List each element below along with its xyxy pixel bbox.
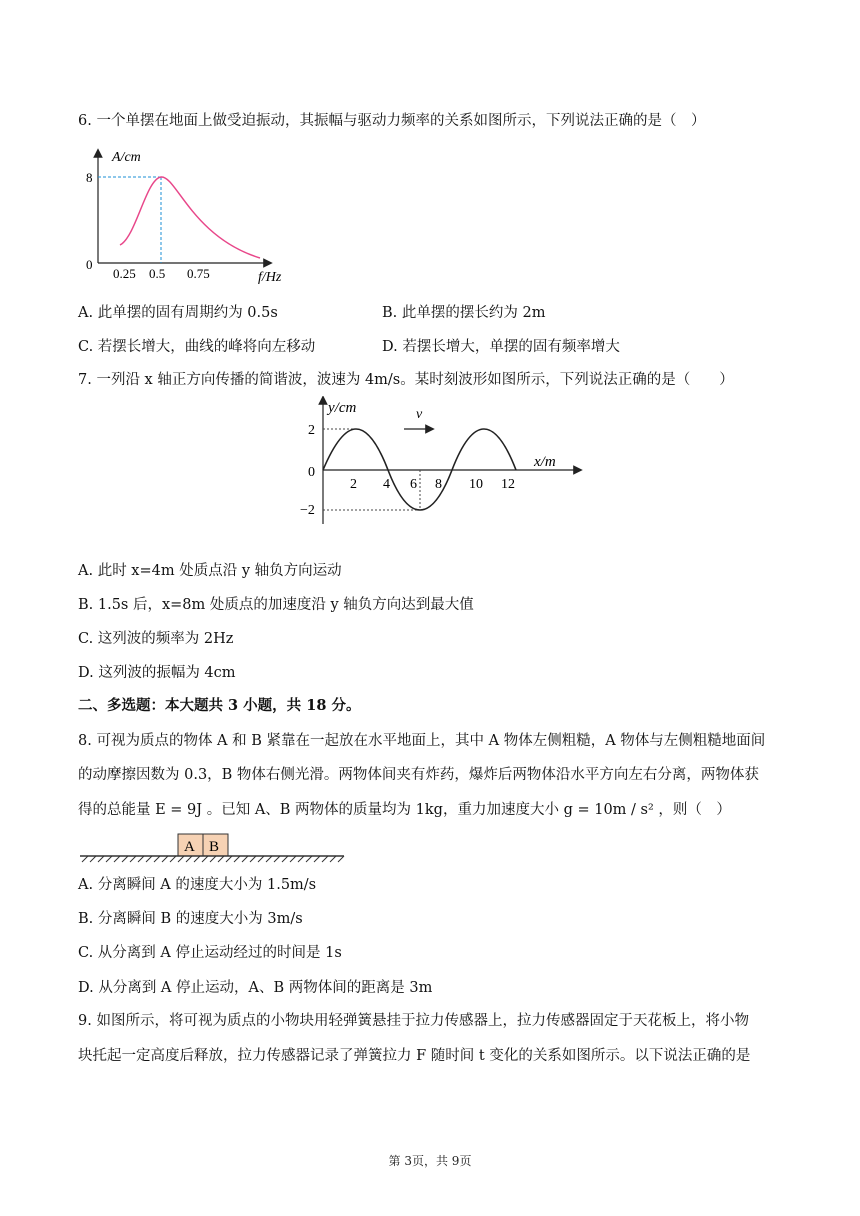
- q8-blocks-figure: [78, 830, 348, 870]
- q8-stem-line1: 8. 可视为质点的物体 A 和 B 紧靠在一起放在水平地面上，其中 A 物体左侧粗糙，A 物体与左侧粗糙地面间: [78, 733, 766, 749]
- q7-xtick-2: 2: [350, 477, 357, 492]
- q6-ytick-8: 8: [86, 170, 93, 185]
- q7-y-label: y/cm: [328, 400, 357, 416]
- q8-stem-line3: 得的总能量 E = 9J 。已知 A、B 两物体的质量均为 1kg，重力加速度大小 g = 10m / s² ，则（ ）: [78, 802, 731, 818]
- q6-origin: 0: [86, 257, 93, 272]
- q8-block-a-label: A: [184, 839, 195, 855]
- q8-ground-hatching: [82, 856, 344, 862]
- q8-option-b: B. 分离瞬间 B 的速度大小为 3m/s: [78, 911, 303, 927]
- q6-stem: 6. 一个单摆在地面上做受迫振动，其振幅与驱动力频率的关系如图所示，下列说法正确的是（ ）: [78, 113, 706, 129]
- q8-option-c: C. 从分离到 A 停止运动经过的时间是 1s: [78, 945, 342, 961]
- q6-option-c: C. 若摆长增大，曲线的峰将向左移动: [78, 339, 316, 355]
- q6-resonance-figure: [80, 145, 310, 285]
- q7-velocity-label: v: [416, 407, 423, 422]
- q6-option-d: D. 若摆长增大，单摆的固有频率增大: [382, 339, 620, 355]
- q7-xtick-8: 8: [435, 477, 442, 492]
- q7-ytick-neg: −2: [300, 503, 315, 518]
- q6-xtick-0: 0.25: [113, 266, 136, 281]
- q6-xtick-1: 0.5: [149, 266, 166, 281]
- q8-stem-line2: 的动摩擦因数为 0.3，B 物体右侧光滑。两物体间夹有炸药，爆炸后两物体沿水平方向左右分离，两物体获: [78, 767, 759, 783]
- q6-option-b: B. 此单摆的摆长约为 2m: [382, 305, 546, 321]
- q7-option-c: C. 这列波的频率为 2Hz: [78, 631, 234, 647]
- q6-resonance-curve: [120, 177, 260, 258]
- q7-option-d: D. 这列波的振幅为 4cm: [78, 665, 236, 681]
- q7-option-a: A. 此时 x=4m 处质点沿 y 轴负方向运动: [78, 563, 342, 579]
- q7-xtick-12: 12: [501, 477, 515, 492]
- q7-ytick-pos: 2: [308, 423, 315, 438]
- q8-option-d: D. 从分离到 A 停止运动，A、B 两物体间的距离是 3m: [78, 980, 433, 996]
- q7-xtick-4: 4: [383, 477, 390, 492]
- q7-xtick-6: 6: [410, 477, 417, 492]
- q7-origin: 0: [308, 465, 315, 480]
- q8-block-b-label: B: [209, 839, 220, 855]
- q7-option-b: B. 1.5s 后，x=8m 处质点的加速度沿 y 轴负方向达到最大值: [78, 597, 474, 613]
- q9-stem-line2: 块托起一定高度后释放，拉力传感器记录了弹簧拉力 F 随时间 t 变化的关系如图所示。以下说法正确的是: [78, 1048, 751, 1064]
- q6-xtick-2: 0.75: [187, 266, 210, 281]
- section2-heading: 二、多选题：本大题共 3 小题，共 18 分。: [78, 697, 361, 714]
- q9-stem-line1: 9. 如图所示，将可视为质点的小物块用轻弹簧悬挂于拉力传感器上，拉力传感器固定于天花板上，将小物: [78, 1013, 749, 1029]
- q7-x-label: x/m: [534, 454, 556, 470]
- q7-xtick-10: 10: [469, 477, 483, 492]
- q7-wave-figure: [298, 396, 588, 536]
- q8-option-a: A. 分离瞬间 A 的速度大小为 1.5m/s: [78, 877, 317, 893]
- q6-x-label: f/Hz: [258, 270, 282, 285]
- q6-y-label: A/cm: [112, 150, 141, 165]
- q7-stem: 7. 一列沿 x 轴正方向传播的简谐波，波速为 4m/s。某时刻波形如图所示，下列说法正确的是（ ）: [78, 372, 734, 388]
- q6-option-a: A. 此单摆的固有周期约为 0.5s: [78, 305, 278, 321]
- page-footer: 第 3页，共 9页: [388, 1154, 472, 1168]
